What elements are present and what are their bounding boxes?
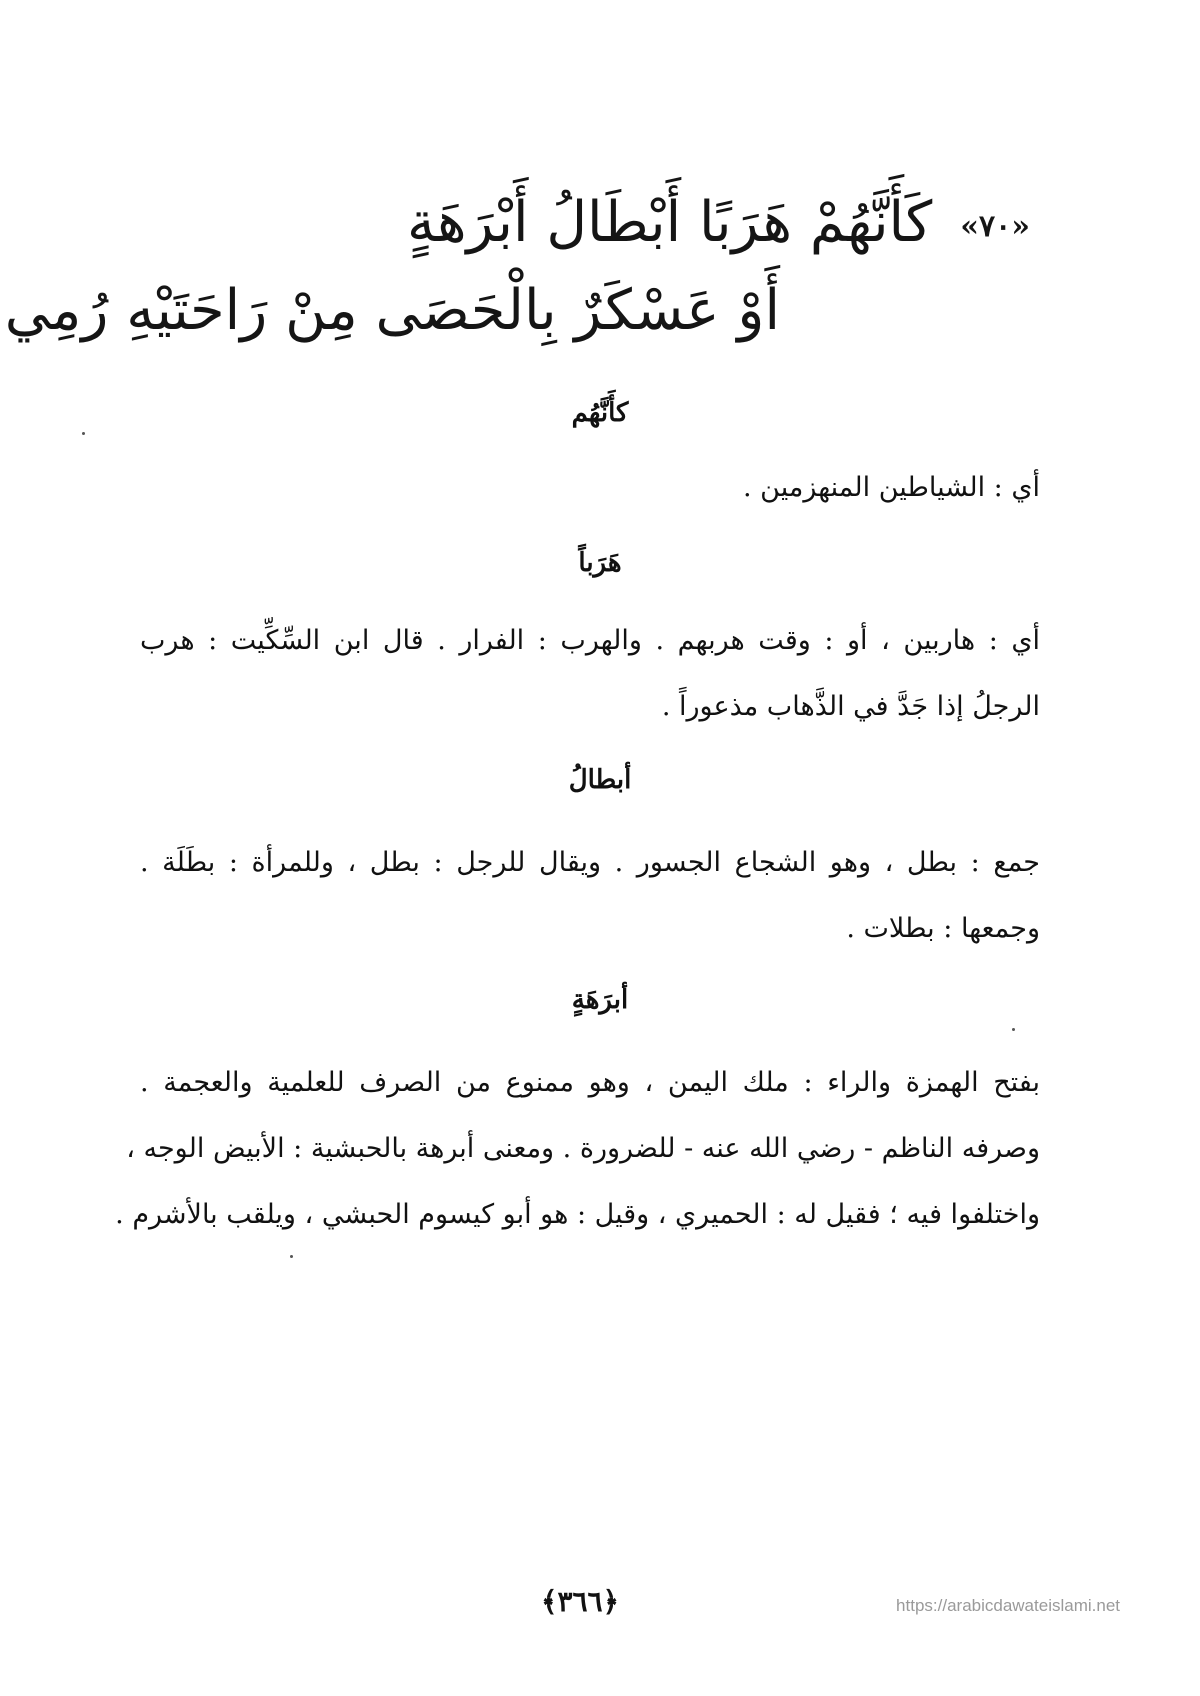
section-paragraph (140, 830, 1040, 962)
paragraph-line: وصرفه الناظم - رضي الله عنه - للضرورة . ومعنى أبرهة بالحبشية : الأبيض الوجه ، (126, 1133, 1040, 1164)
section-paragraph (115, 1050, 1040, 1248)
paragraph-line: واختلفوا فيه ؛ فقيل له : الحميري ، وقيل : هو أبو كيسوم الحبشي ، ويلقب بالأشرم . (115, 1199, 1040, 1230)
scan-speck (82, 432, 85, 435)
scan-speck (1012, 1028, 1015, 1031)
section-paragraph (140, 455, 1040, 521)
paragraph-line: جمع : بطل ، وهو الشجاع الجسور . ويقال للرجل : بطل ، وللمرأة : بطَلَة . (140, 847, 1040, 878)
scan-speck (290, 1255, 293, 1258)
verse-line-1-text: كَأَنَّهُمْ هَرَبًا أَبْطَالُ أَبْرَهَةٍ (406, 190, 933, 255)
paragraph-line: أي : هاربين ، أو : وقت هربهم . والهرب : الفرار . قال ابن السِّكِّيت : هرب (140, 625, 1040, 656)
section-heading: كأَنَّهُم (571, 398, 629, 428)
paragraph-line: أي : الشياطين المنهزمين . (742, 472, 1040, 503)
section-paragraph (140, 608, 1040, 740)
verse-number: «٧٠» (960, 209, 1030, 244)
page-number: ﴿٣٦٦﴾ (541, 1585, 619, 1618)
section-heading: أبرَهَةٍ (571, 985, 629, 1015)
verse-line-1 (407, 190, 1030, 255)
section-heading: أبطالُ (568, 765, 632, 795)
verse-line-2: أَوْ عَسْكَرٌ بِالْحَصَى مِنْ رَاحَتَيْهِ رُمِي (4, 278, 780, 343)
paragraph-line: وجمعها : بطلات . (846, 913, 1040, 944)
paragraph-line: بفتح الهمزة والراء : ملك اليمن ، وهو ممنوع من الصرف للعلمية والعجمة . (140, 1067, 1040, 1098)
paragraph-line: الرجلُ إذا جَدَّ في الذَّهاب مذعوراً . (661, 691, 1040, 722)
section-heading: هَرَباً (578, 548, 622, 578)
watermark-url: https://arabicdawateislami.net (896, 1596, 1120, 1615)
